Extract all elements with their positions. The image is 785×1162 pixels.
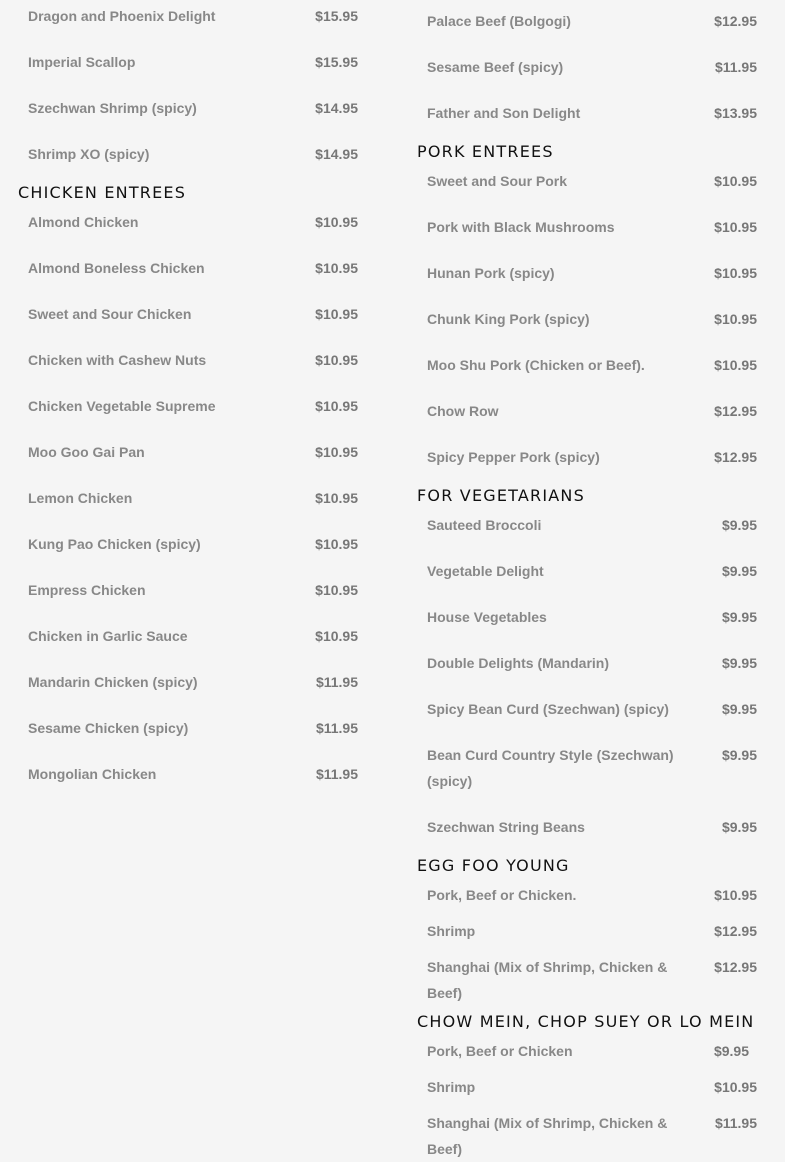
item-name: Mandarin Chicken (spicy)	[28, 674, 198, 690]
item-name: Imperial Scallop	[28, 54, 136, 70]
item-name: Palace Beef (Bolgogi)	[427, 13, 571, 29]
item-price: $9.95	[721, 563, 757, 579]
menu-item	[28, 669, 358, 695]
menu-item	[427, 512, 757, 538]
item-name: Bean Curd Country Style (Szechwan) (spicy)	[427, 747, 674, 789]
item-name: Hunan Pork (spicy)	[427, 265, 555, 281]
menu-item	[28, 761, 358, 787]
item-price: $9.95	[721, 609, 757, 625]
item-price: $11.95	[315, 674, 358, 690]
menu-item	[28, 623, 358, 649]
menu-item	[427, 100, 757, 126]
item-price: $9.95	[721, 655, 757, 671]
item-price: $15.95	[315, 54, 358, 70]
item-name: Spicy Bean Curd (Szechwan) (spicy)	[427, 701, 669, 717]
item-name: Szechwan String Beans	[427, 819, 585, 835]
menu-item	[427, 214, 757, 240]
item-price: $12.95	[714, 959, 757, 975]
menu-item	[28, 141, 358, 167]
menu-item	[427, 306, 757, 332]
item-name: Sauteed Broccoli	[427, 517, 542, 533]
item-price: $10.95	[714, 219, 757, 235]
item-price: $10.95	[315, 352, 358, 368]
item-name: Kung Pao Chicken (spicy)	[28, 536, 201, 552]
menu-item	[427, 882, 757, 908]
item-price: $9.95	[721, 747, 757, 763]
item-name: Sweet and Sour Pork	[427, 173, 568, 189]
menu-item	[28, 255, 358, 281]
item-price: $10.95	[315, 582, 358, 598]
section-heading-vegetarian: FOR VEGETARIANS	[417, 486, 585, 505]
item-price: $9.95	[721, 517, 757, 533]
item-name: Shrimp	[427, 923, 476, 939]
menu-item	[427, 604, 757, 630]
item-price: $11.95	[714, 59, 757, 75]
item-price: $10.95	[315, 398, 358, 414]
menu-item	[28, 393, 358, 419]
item-name: Double Delights (Mandarin)	[427, 655, 609, 671]
item-price: $12.95	[714, 13, 757, 29]
item-price: $10.95	[714, 265, 757, 281]
menu-item	[427, 650, 757, 676]
item-name: Empress Chicken	[28, 582, 146, 598]
item-price: $14.95	[315, 100, 358, 116]
item-name: Vegetable Delight	[427, 563, 544, 579]
item-name: Chicken in Garlic Sauce	[28, 628, 188, 644]
item-price: $14.95	[315, 146, 358, 162]
item-price: $13.95	[714, 105, 757, 121]
item-price: $10.95	[714, 1079, 757, 1095]
menu-item	[427, 8, 757, 34]
item-name: Pork, Beef or Chicken	[427, 1043, 573, 1059]
menu-item	[427, 814, 757, 840]
menu-item	[28, 49, 358, 75]
item-price: $10.95	[315, 490, 358, 506]
item-price: $10.95	[315, 444, 358, 460]
item-price: $15.95	[315, 8, 358, 24]
item-price: $11.95	[315, 720, 358, 736]
item-price: $9.95	[713, 1043, 749, 1059]
menu-item	[427, 168, 757, 194]
menu-item	[28, 209, 358, 235]
menu-item	[28, 577, 358, 603]
item-price: $10.95	[315, 306, 358, 322]
section-heading-chicken: CHICKEN ENTREES	[18, 183, 187, 202]
item-price: $10.95	[315, 214, 358, 230]
item-price: $9.95	[721, 701, 757, 717]
menu-item	[427, 398, 757, 424]
item-name: Shrimp XO (spicy)	[28, 146, 150, 162]
item-name: Mongolian Chicken	[28, 766, 157, 782]
item-name: Father and Son Delight	[427, 105, 581, 121]
item-price: $12.95	[714, 449, 757, 465]
item-price: $11.95	[714, 1115, 757, 1131]
section-heading-chow-mein: CHOW MEIN, CHOP SUEY OR LO MEIN	[417, 1012, 755, 1031]
menu-item	[427, 918, 757, 944]
item-price: $9.95	[721, 819, 757, 835]
item-name: Dragon and Phoenix Delight	[28, 8, 216, 24]
item-name: Shrimp	[427, 1079, 476, 1095]
menu-item	[427, 352, 757, 378]
item-price: $10.95	[714, 173, 757, 189]
item-price: $11.95	[315, 766, 358, 782]
item-name: Chicken with Cashew Nuts	[28, 352, 207, 368]
item-price: $10.95	[315, 536, 358, 552]
item-name: House Vegetables	[427, 609, 547, 625]
menu-item	[427, 1038, 757, 1064]
menu-item	[28, 95, 358, 121]
menu-item	[28, 301, 358, 327]
menu-item	[427, 742, 757, 794]
menu-item	[427, 558, 757, 584]
item-name: Sweet and Sour Chicken	[28, 306, 192, 322]
item-name: Spicy Pepper Pork (spicy)	[427, 449, 600, 465]
item-name: Chow Row	[427, 403, 499, 419]
item-price: $10.95	[315, 628, 358, 644]
item-name: Pork with Black Mushrooms	[427, 219, 615, 235]
menu-item	[427, 696, 757, 722]
section-heading-pork: PORK ENTREES	[417, 142, 554, 161]
menu-item	[28, 531, 358, 557]
item-name: Shanghai (Mix of Shrimp, Chicken & Beef)	[427, 959, 668, 1001]
item-name: Almond Chicken	[28, 214, 139, 230]
menu-item	[427, 1074, 757, 1100]
item-price: $12.95	[714, 923, 757, 939]
item-name: Chunk King Pork (spicy)	[427, 311, 590, 327]
item-name: Moo Shu Pork (Chicken or Beef).	[427, 357, 645, 373]
item-name: Pork, Beef or Chicken.	[427, 887, 577, 903]
menu-item	[427, 260, 757, 286]
item-price: $10.95	[315, 260, 358, 276]
menu-item	[28, 485, 358, 511]
item-price: $12.95	[714, 403, 757, 419]
item-name: Sesame Chicken (spicy)	[28, 720, 189, 736]
item-price: $10.95	[714, 311, 757, 327]
item-name: Szechwan Shrimp (spicy)	[28, 100, 197, 116]
item-name: Chicken Vegetable Supreme	[28, 398, 216, 414]
menu-item	[427, 54, 757, 80]
item-name: Almond Boneless Chicken	[28, 260, 205, 276]
menu-item	[28, 439, 358, 465]
item-name: Lemon Chicken	[28, 490, 133, 506]
menu-item	[28, 3, 358, 29]
item-name: Moo Goo Gai Pan	[28, 444, 145, 460]
item-name: Shanghai (Mix of Shrimp, Chicken & Beef)	[427, 1115, 668, 1157]
menu-item	[28, 715, 358, 741]
menu-item	[427, 1110, 757, 1162]
item-price: $10.95	[714, 887, 757, 903]
menu-item	[28, 347, 358, 373]
item-price: $10.95	[714, 357, 757, 373]
section-heading-egg-foo-young: EGG FOO YOUNG	[417, 856, 570, 875]
menu-item	[427, 954, 757, 1006]
menu-item	[427, 444, 757, 470]
item-name: Sesame Beef (spicy)	[427, 59, 564, 75]
